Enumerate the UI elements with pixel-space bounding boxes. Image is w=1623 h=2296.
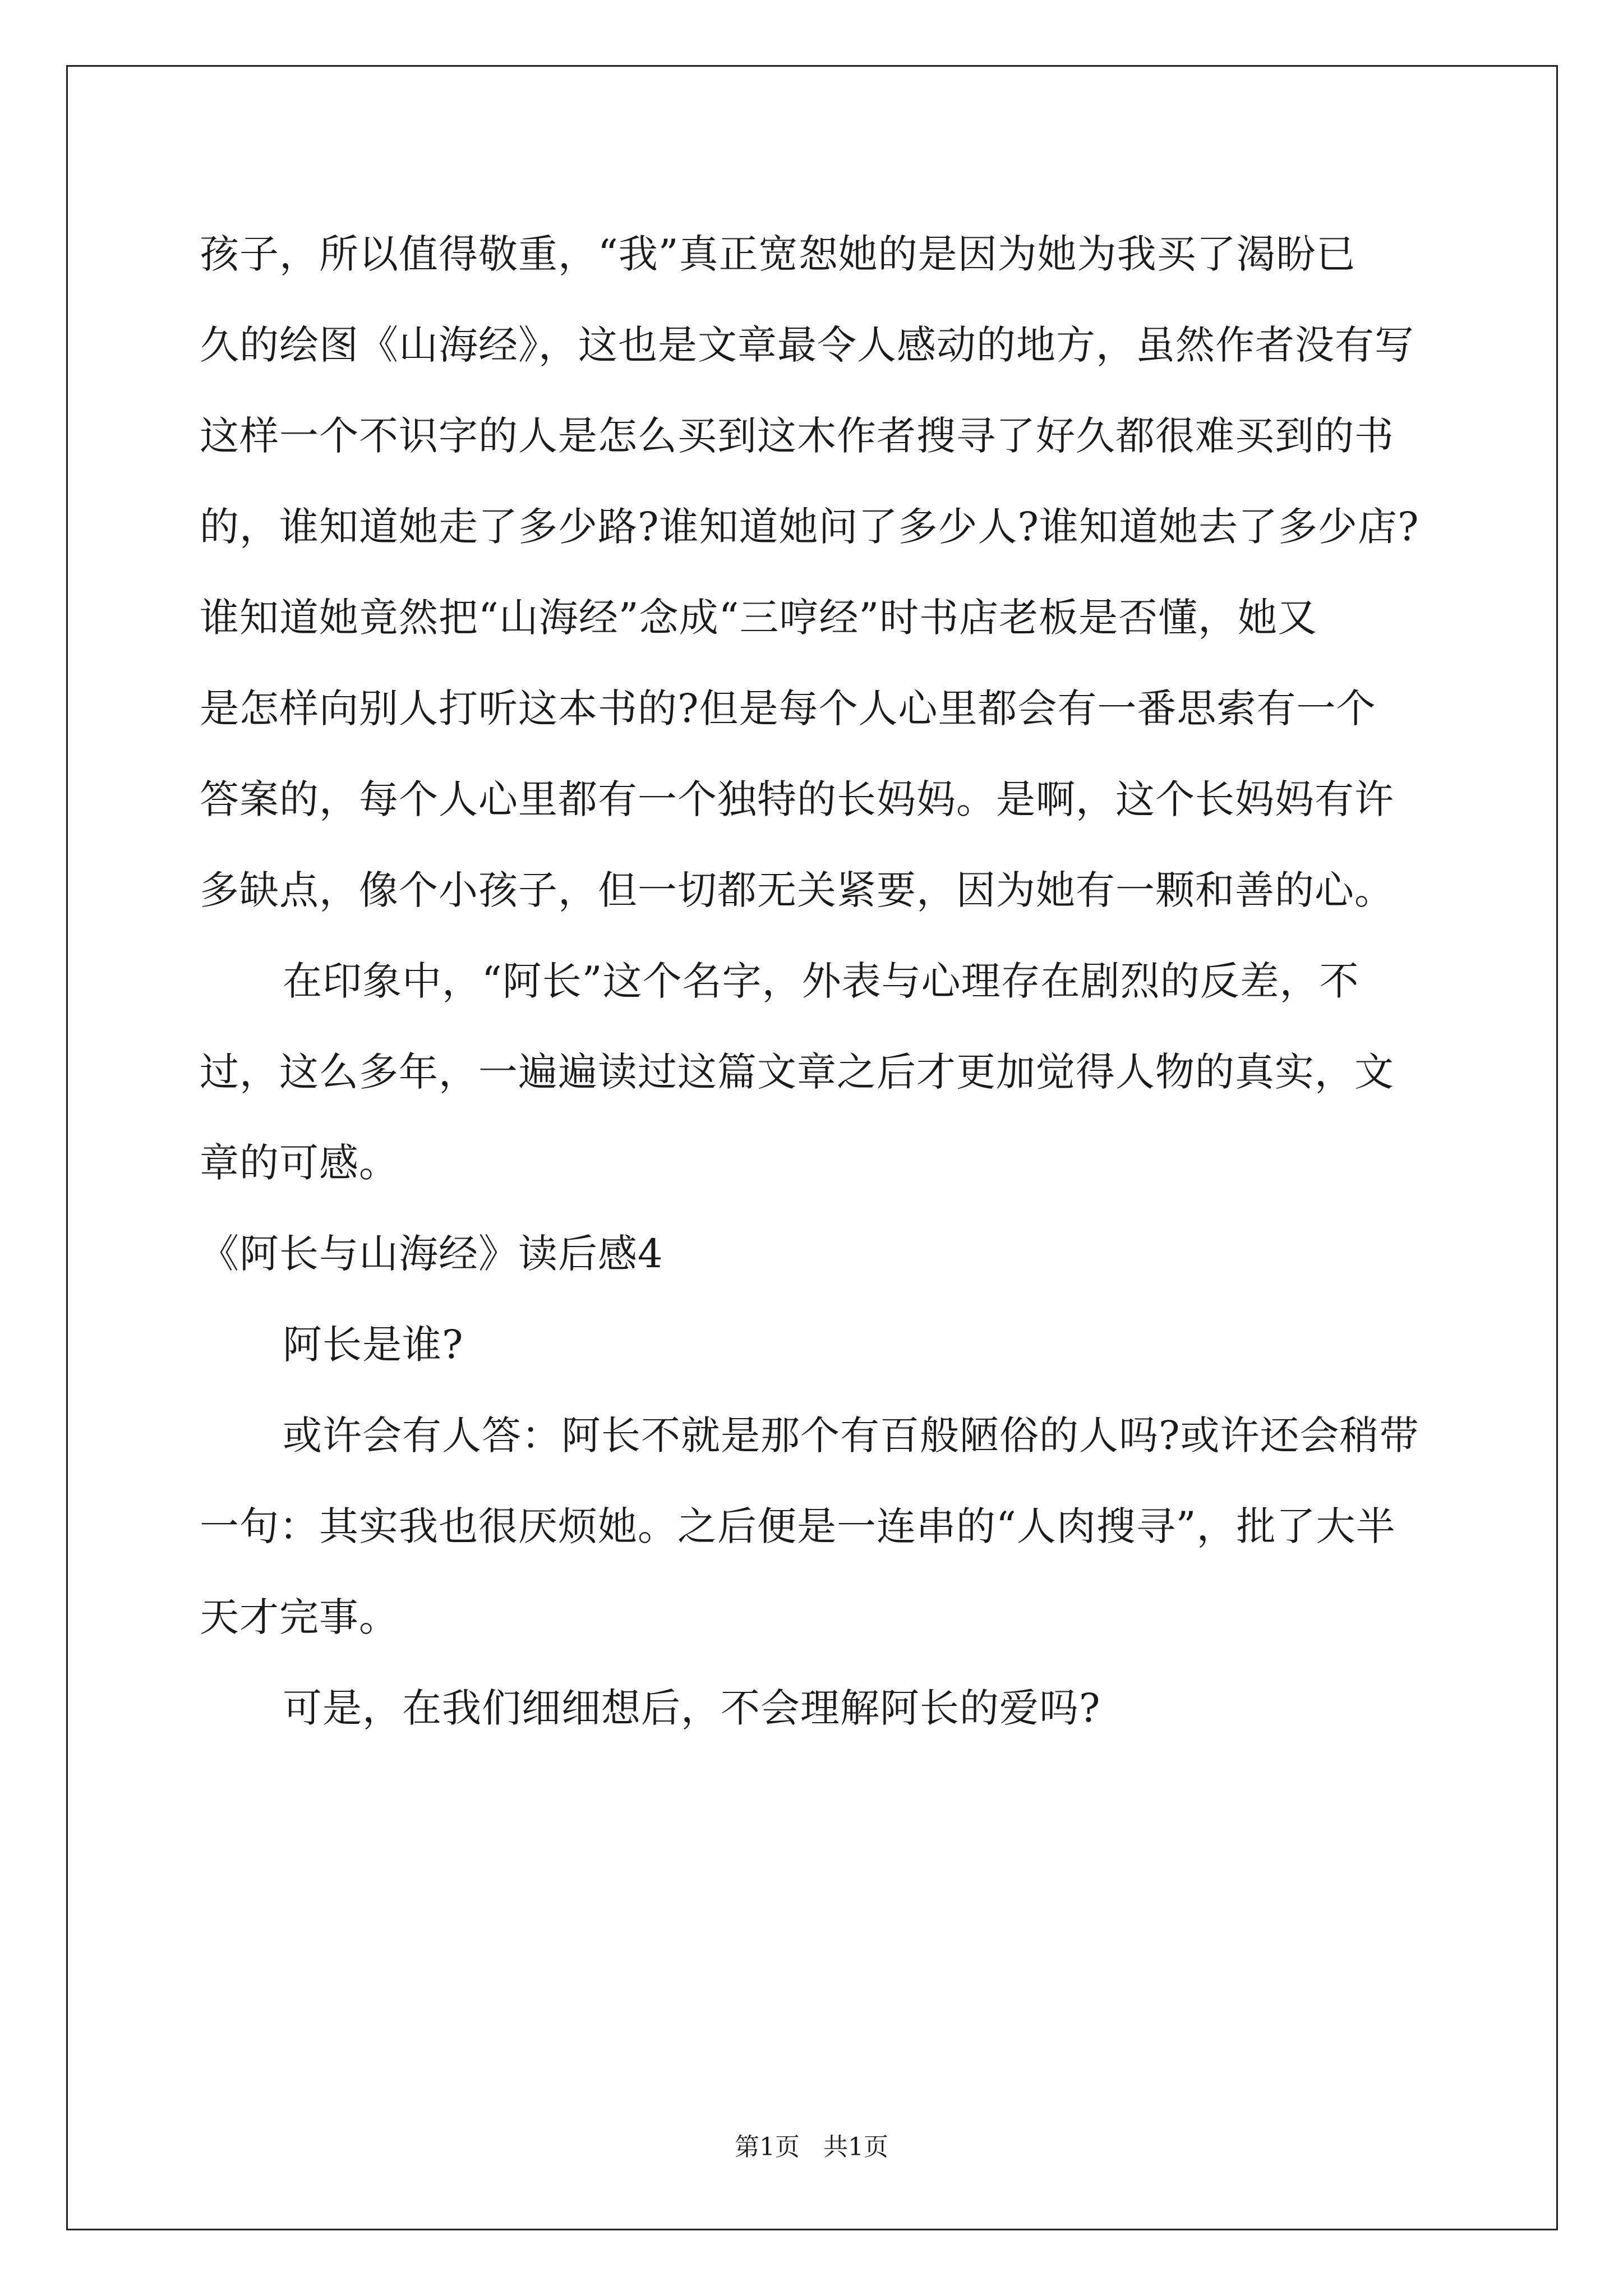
text-line: 一句：其实我也很厌烦她。之后便是一连串的“人肉搜寻”，批了大半: [200, 1503, 1396, 1549]
document-body: [200, 209, 1431, 1754]
text-line: 是怎样向别人打听这本书的?但是每个人心里都会有一番思索有一个: [200, 685, 1376, 731]
paragraph-start-line: 阿长是谁?: [283, 1322, 464, 1368]
text-line: 答案的，每个人心里都有一个独特的长妈妈。是啊，这个长妈妈有许: [200, 776, 1394, 822]
text-line: 的，谁知道她走了多少路?谁知道她问了多少人?谁知道她去了多少店?: [200, 504, 1419, 550]
page-footer: 第1页 共1页: [735, 2133, 888, 2161]
paragraph-start-line: 或许会有人答：阿长不就是那个有百般陋俗的人吗?或许还会稍带: [283, 1412, 1419, 1458]
paragraph-start-line: 在印象中，“阿长”这个名字，外表与心理存在剧烈的反差，不: [283, 958, 1359, 1004]
text-line: 谁知道她竟然把“山海经”念成“三哼经”时书店老板是否懂，她又: [200, 595, 1318, 641]
text-line: 章的可感。: [200, 1140, 399, 1186]
section-heading: 《阿长与山海经》读后感4: [200, 1231, 663, 1277]
text-line: 多缺点，像个小孩子，但一切都无关紧要，因为她有一颗和善的心。: [200, 867, 1394, 913]
text-line: 过，这么多年，一遍遍读过这篇文章之后才更加觉得人物的真实，文: [200, 1049, 1394, 1095]
text-line: 久的绘图《山海经》，这也是文章最令人感动的地方，虽然作者没有写: [200, 322, 1414, 368]
paragraph-start-line: 可是，在我们细细想后，不会理解阿长的爱吗?: [283, 1685, 1101, 1731]
text-line: 天才完事。: [200, 1594, 399, 1640]
text-line: 孩子，所以值得敬重，“我”真正宽恕她的是因为她为我买了渴盼已: [200, 231, 1356, 277]
text-line: 这样一个不识字的人是怎么买到这木作者搜寻了好久都很难买到的书: [200, 413, 1394, 459]
